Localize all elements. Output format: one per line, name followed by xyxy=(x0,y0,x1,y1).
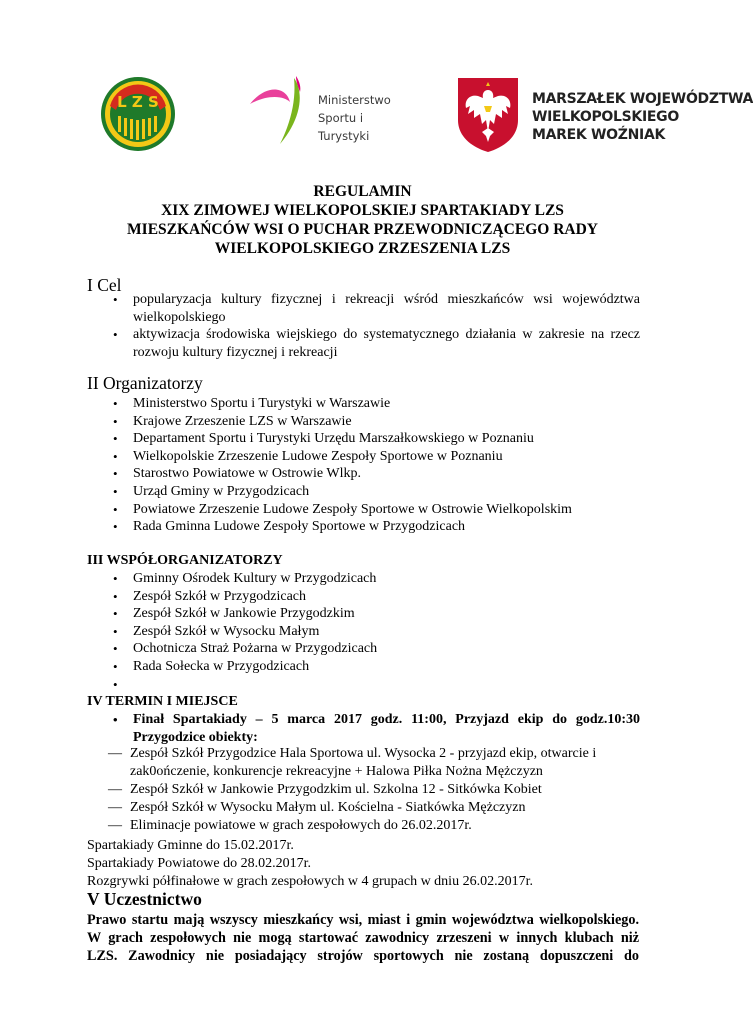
bullet-icon: • xyxy=(113,519,118,535)
bullet-icon: • xyxy=(113,292,118,307)
list-item-text: Ministerstwo Sportu i Turystyki w Warszawie xyxy=(133,396,391,411)
section2-heading: II Organizatorzy xyxy=(87,373,203,393)
bullet-icon: • xyxy=(113,327,118,343)
bullet-icon: • xyxy=(113,501,118,517)
list-item xyxy=(113,518,653,536)
marshal-line2: WIELKOPOLSKIEGO xyxy=(532,109,679,125)
final-line1: Finał Spartakiady – 5 marca 2017 godz. 11:00, Przyjazd ekip do godz.10:30 xyxy=(133,712,640,727)
list-item xyxy=(113,711,640,746)
list-item-text: Zespół Szkół w Jankowie Przygodzkim xyxy=(133,606,355,622)
bullet-icon: • xyxy=(113,466,118,482)
final-line2: Przygodzice obiekty: xyxy=(133,729,258,745)
dash-icon: — xyxy=(108,746,122,761)
bullet-icon: • xyxy=(113,571,118,586)
note-county: Spartakiady Powiatowe do 28.02.2017r. xyxy=(87,856,311,871)
lzs-logo xyxy=(100,76,176,152)
dash-icon: — xyxy=(108,782,122,797)
list-item-text: Zespół Szkół w Przygodzicach xyxy=(133,588,307,604)
title-line1: REGULAMIN xyxy=(313,183,412,200)
goals-list xyxy=(113,291,640,361)
bullet-icon: • xyxy=(113,431,118,447)
venue-item xyxy=(108,817,472,835)
dash-icon: — xyxy=(108,818,122,833)
ministry-line1: Ministerstwo xyxy=(318,93,391,107)
list-item-text: Rada Sołecka w Przygodzicach xyxy=(133,658,310,674)
para-line2: W grach zespołowych nie mogą startować zawodnicy zrzeszeni w innych klubach niż xyxy=(87,930,639,947)
bullet-icon: • xyxy=(113,413,118,429)
list-item-text: Rada Gminna Ludowe Zespoły Sportowe w Przygodzicach xyxy=(133,519,466,535)
list-item xyxy=(113,658,653,676)
list-item xyxy=(113,605,653,623)
bullet-icon: • xyxy=(113,712,118,727)
bullet-icon: • xyxy=(113,396,118,411)
marshal-logo xyxy=(456,76,753,162)
bullet-icon: • xyxy=(113,676,118,692)
list-item xyxy=(113,465,653,483)
section3-heading: III WSPÓŁORGANIZATORZY xyxy=(87,553,283,568)
list-item xyxy=(113,570,653,588)
ministry-logo xyxy=(246,74,416,152)
list-item-text: Zespół Szkół w Wysocku Małym xyxy=(133,623,320,639)
venue-item xyxy=(108,799,525,817)
list-item xyxy=(113,430,653,448)
list-item-text: Powiatowe Zrzeszenie Ludowe Zespoły Sportowe w Ostrowie Wielkopolskim xyxy=(133,501,572,517)
venue-text: Eliminacje powiatowe w grach zespołowych do 26.02.2017r. xyxy=(130,818,472,833)
list-item-text: Wielkopolskie Zrzeszenie Ludowe Zespoły Sportowe w Poznaniu xyxy=(133,448,503,464)
goal2-line1: aktywizacja środowiska wiejskiego do systematycznego działania w zakresie na rzecz xyxy=(133,327,640,343)
bullet-icon: • xyxy=(113,483,118,499)
bullet-icon: • xyxy=(113,623,118,639)
organizers-list xyxy=(113,395,653,536)
venue-item xyxy=(108,763,543,781)
note-semifinal: Rozgrywki półfinałowe w grach zespołowych w 4 grupach w dniu 26.02.2017r. xyxy=(87,874,533,889)
venue-text: Zespół Szkół w Wysocku Małym ul. Kościelna - Siatkówka Mężczyzn xyxy=(130,800,526,815)
para-line1: Prawo startu mają wszyscy mieszkańcy wsi, miast i gmin województwa wielkopolskiego. xyxy=(87,912,639,928)
venue-item xyxy=(108,781,542,799)
bullet-icon: • xyxy=(113,658,118,674)
venue-text: Zespół Szkół w Jankowie Przygodzkim ul. Szkolna 12 - Sitkówka Kobiet xyxy=(130,782,542,797)
list-item xyxy=(113,588,653,606)
list-item xyxy=(113,326,640,361)
para-line3: LZS. Zawodnicy nie posiadający strojów sportowych nie zostaną dopuszczeni do xyxy=(87,948,639,965)
list-item xyxy=(113,413,653,431)
goal1-line1: popularyzacja kultury fizycznej i rekreacji wśród mieszkańców wsi województwa xyxy=(133,292,640,307)
title-line3: MIESZKAŃCÓW WSI O PUCHAR PRZEWODNICZĄCEGO RADY xyxy=(127,221,598,238)
list-item xyxy=(113,640,653,658)
list-item-text: Gminny Ośrodek Kultury w Przygodzicach xyxy=(133,571,377,586)
list-item xyxy=(113,483,653,501)
section1-heading: I Cel xyxy=(87,275,122,295)
list-item xyxy=(113,448,653,466)
title-line2: XIX ZIMOWEJ WIELKOPOLSKIEJ SPARTAKIADY LZS xyxy=(161,202,564,219)
coorganizers-list xyxy=(113,570,653,692)
lzs-logo-text: L Z S xyxy=(117,93,159,111)
lzs-emblem-icon xyxy=(100,76,176,152)
list-item-text: Urząd Gminy w Przygodzicach xyxy=(133,483,310,499)
marshal-line3: MAREK WOŹNIAK xyxy=(532,127,666,143)
list-item xyxy=(113,291,640,326)
venue-item xyxy=(108,745,596,763)
ministry-name xyxy=(318,91,416,145)
bullet-icon: • xyxy=(113,641,118,657)
bullet-icon: • xyxy=(113,588,118,604)
title-line4: WIELKOPOLSKIEGO ZRZESZENIA LZS xyxy=(214,240,511,257)
marshal-name xyxy=(532,90,753,144)
ministry-swoosh-icon xyxy=(246,74,316,152)
final-list xyxy=(113,711,640,746)
list-item-text: Ochotnicza Straż Pożarna w Przygodzicach xyxy=(133,641,378,657)
venue-text: zak0ończenie, konkurencje rekreacyjne + Halowa Piłka Nożna Mężczyzn xyxy=(130,764,543,779)
list-item-text: Krajowe Zrzeszenie LZS w Warszawie xyxy=(133,413,352,429)
ministry-line2: Sportu i Turystyki xyxy=(318,111,370,143)
dash-icon: — xyxy=(108,800,122,815)
list-item-text: Departament Sportu i Turystyki Urzędu Marszałkowskiego w Poznaniu xyxy=(133,431,534,447)
section5-heading: V Uczestnictwo xyxy=(87,889,202,909)
list-item xyxy=(113,395,653,413)
list-item-text: Starostwo Powiatowe w Ostrowie Wlkp. xyxy=(133,466,361,482)
bullet-icon: • xyxy=(113,448,118,464)
goal2-line2: rozwoju kultury fizycznej i rekreacji xyxy=(133,344,338,360)
list-item xyxy=(113,501,653,519)
list-item xyxy=(113,623,653,641)
document-title xyxy=(80,182,645,258)
note-municipal: Spartakiady Gminne do 15.02.2017r. xyxy=(87,838,294,853)
marshal-line1: MARSZAŁEK WOJEWÓDZTWA xyxy=(532,91,753,107)
eagle-shield-icon xyxy=(456,76,520,154)
goal1-line2: wielkopolskiego xyxy=(133,309,226,325)
venue-text: Zespół Szkół Przygodzice Hala Sportowa ul. Wysocka 2 - przyjazd ekip, otwarcie i xyxy=(130,746,597,761)
bullet-icon: • xyxy=(113,606,118,622)
participation-paragraph xyxy=(87,911,639,966)
section4-heading: IV TERMIN I MIEJSCE xyxy=(87,694,238,709)
